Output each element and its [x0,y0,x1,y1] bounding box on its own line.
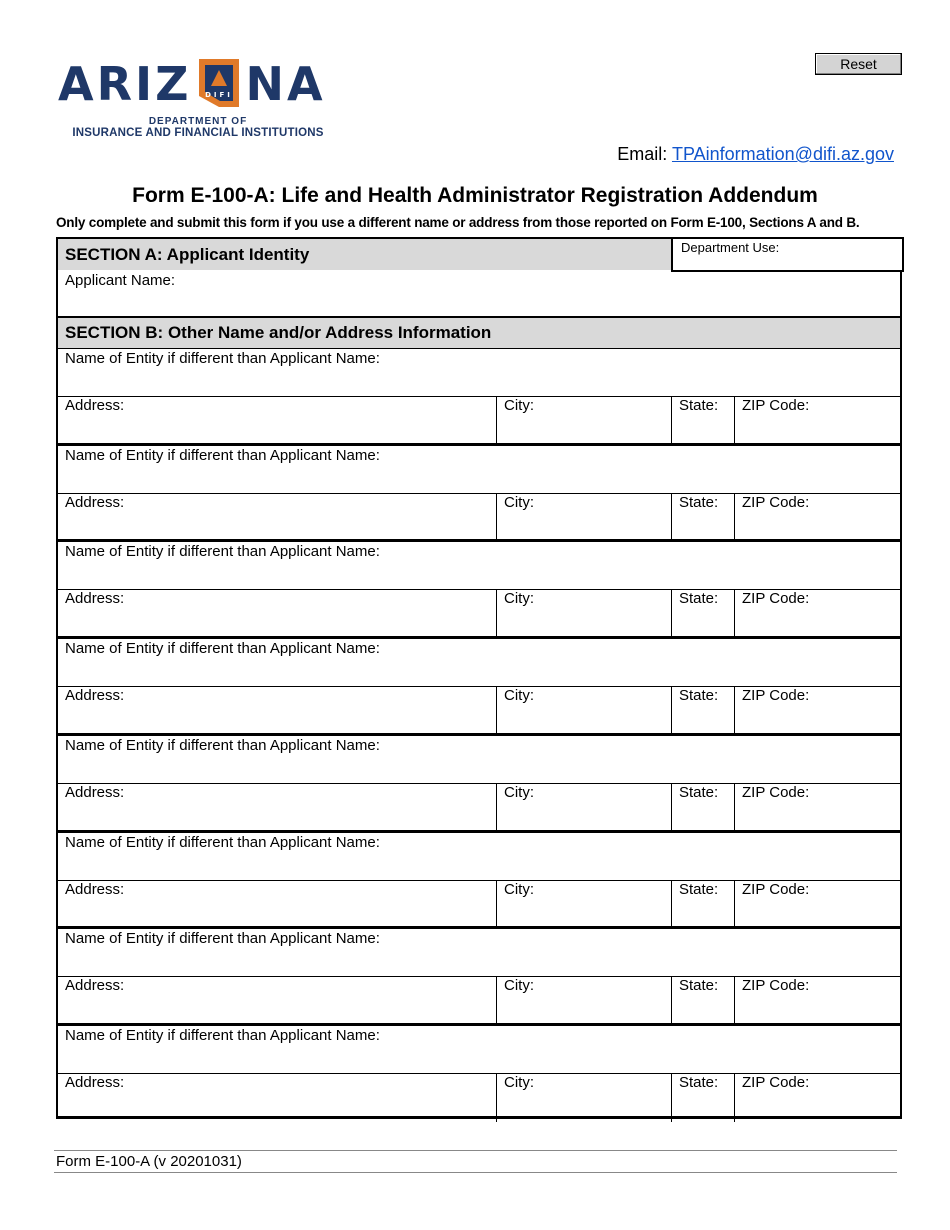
address-field[interactable]: Address: [65,590,125,607]
column-divider [671,880,672,928]
entry-separator [58,733,900,736]
form-version: Form E-100-A (v 20201031) [56,1153,242,1170]
column-divider [671,976,672,1025]
column-divider [671,783,672,832]
column-divider [496,686,497,735]
column-divider [671,589,672,638]
department-use-box [671,237,904,272]
column-divider [496,976,497,1025]
address-field[interactable]: Address: [65,397,125,414]
applicant-name-field[interactable]: Applicant Name: [65,272,176,289]
registration-form [56,237,902,1119]
logo-dept-line1: DEPARTMENT OF [148,116,248,127]
column-divider [734,396,735,445]
entity-name-field[interactable]: Name of Entity if different than Applicant Name: [65,930,380,947]
entry-separator [58,830,900,833]
reset-button[interactable]: Reset [815,53,902,75]
zip-code-field[interactable]: ZIP Code: [742,687,810,704]
city-field[interactable]: City: [504,977,534,994]
state-field[interactable]: State: [679,1074,719,1091]
column-divider [734,493,735,541]
zip-code-field[interactable]: ZIP Code: [742,977,810,994]
entry-separator [58,443,900,446]
city-field[interactable]: City: [504,784,534,801]
address-field[interactable]: Address: [65,1074,125,1091]
column-divider [734,880,735,928]
department-use-label: Department Use: [681,240,780,255]
column-divider [496,783,497,832]
column-divider [734,976,735,1025]
column-divider [496,396,497,445]
footer-rule-bottom [54,1172,897,1173]
column-divider [496,880,497,928]
column-divider [734,589,735,638]
email-link[interactable]: TPAinformation@difi.az.gov [671,144,894,164]
section-b-header [58,318,900,348]
form-title: Form E-100-A: Life and Health Administrator Registration Addendum [132,184,818,207]
entity-name-field[interactable]: Name of Entity if different than Applicant Name: [65,737,380,754]
entity-name-field[interactable]: Name of Entity if different than Applicant Name: [65,543,380,560]
zip-code-field[interactable]: ZIP Code: [742,1074,810,1091]
address-field[interactable]: Address: [65,881,125,898]
column-divider [496,589,497,638]
column-divider [734,1073,735,1122]
city-field[interactable]: City: [504,687,534,704]
arizona-difi-logo [58,56,338,142]
logo-wordmark [58,56,326,112]
logo-word-left: ARIZ [58,57,192,111]
column-divider [671,493,672,541]
column-divider [671,396,672,445]
logo-word-right: NA [245,57,326,111]
entry-separator [58,348,900,349]
column-divider [671,686,672,735]
entity-name-field[interactable]: Name of Entity if different than Applicant Name: [65,350,380,367]
state-field[interactable]: State: [679,494,719,511]
zip-code-field[interactable]: ZIP Code: [742,397,810,414]
column-divider [496,493,497,541]
city-field[interactable]: City: [504,1074,534,1091]
city-field[interactable]: City: [504,590,534,607]
city-field[interactable]: City: [504,494,534,511]
state-field[interactable]: State: [679,397,719,414]
email-label: Email: [617,144,668,164]
entry-separator [58,1023,900,1026]
footer-rule-top [54,1150,897,1151]
state-field[interactable]: State: [679,977,719,994]
zip-code-field[interactable]: ZIP Code: [742,881,810,898]
logo-badge-text: DIFI [204,91,233,99]
section-b-title: SECTION B: Other Name and/or Address Information [65,323,492,342]
logo-dept-line2: INSURANCE AND FINANCIAL INSTITUTIONS [72,127,324,139]
column-divider [496,1073,497,1122]
section-a-title: SECTION A: Applicant Identity [65,244,310,264]
address-field[interactable]: Address: [65,977,125,994]
section-a-header [58,239,671,270]
state-field[interactable]: State: [679,881,719,898]
entry-separator [58,926,900,929]
entry-separator [58,636,900,639]
state-field[interactable]: State: [679,687,719,704]
city-field[interactable]: City: [504,881,534,898]
zip-code-field[interactable]: ZIP Code: [742,590,810,607]
entity-name-field[interactable]: Name of Entity if different than Applicant Name: [65,447,380,464]
address-field[interactable]: Address: [65,494,125,511]
entity-name-field[interactable]: Name of Entity if different than Applicant Name: [65,1027,380,1044]
entity-name-field[interactable]: Name of Entity if different than Applicant Name: [65,834,380,851]
zip-code-field[interactable]: ZIP Code: [742,494,810,511]
entity-name-field[interactable]: Name of Entity if different than Applicant Name: [65,640,380,657]
city-field[interactable]: City: [504,397,534,414]
entry-separator [58,539,900,542]
state-field[interactable]: State: [679,784,719,801]
address-field[interactable]: Address: [65,687,125,704]
column-divider [671,1073,672,1122]
address-field[interactable]: Address: [65,784,125,801]
form-instructions: Only complete and submit this form if you use a different name or address from those reported on Form E-100, Sections A and B. [56,215,860,230]
column-divider [734,783,735,832]
state-field[interactable]: State: [679,590,719,607]
zip-code-field[interactable]: ZIP Code: [742,784,810,801]
arizona-state-icon [196,56,242,110]
email-line [617,144,894,165]
column-divider [734,686,735,735]
